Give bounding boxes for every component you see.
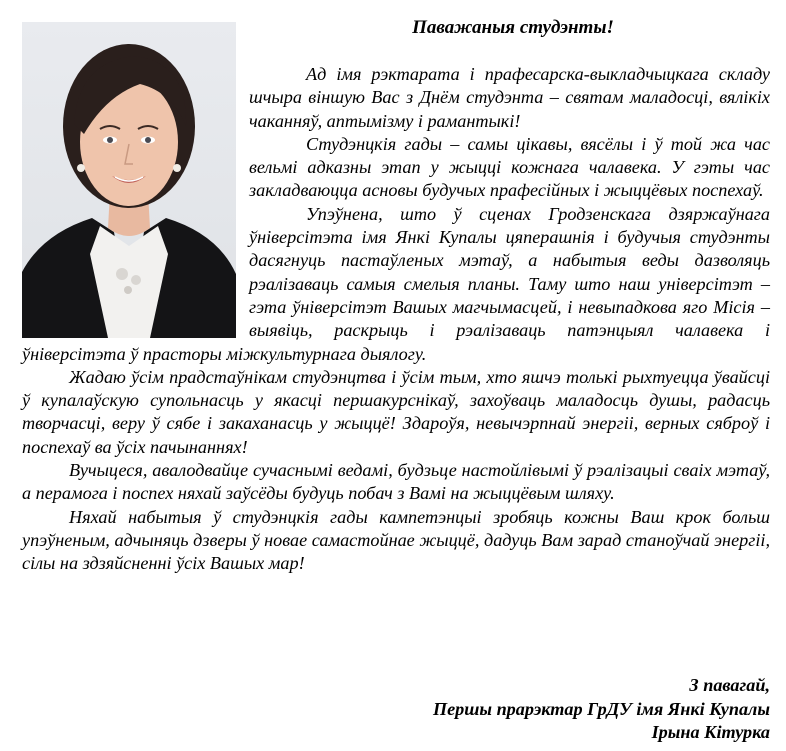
letter-paragraph: Упэўнена, што ў сценах Гродзенскага дзяржаўнага ўніверсітэта імя Янкі Купалы цяперашнія і будучыя студэнты дасягнуць пастаўленых мэтаў, а набытыя веды дазволяць рэалізаваць самыя смелыя планы. Таму што наш універсітэт – гэта ўніверсітэт Вашых магчымасцей, і невыпадкова яго Місія – выявіць, раскрыць і рэалізаваць патэнцыял чалавека і ўніверсітэта ў прасторы міжкультурнага дыялогу. [22, 203, 770, 364]
letter-body [22, 63, 770, 576]
letter-paragraph: Ад імя рэктарата і прафесарска-выкладчыцкага складу шчыра віншую Вас з Днём студэнта – святам маладосці, вялікіх чаканняў, аптымізму і рамантыкі! [249, 64, 770, 131]
letter-paragraph: Жадаю ўсім прадстаўнікам студэнцтва і ўсім тым, хто яшчэ толькі рыхтуецца ўвайсці ў купалаўскую супольнасць у якасці першакурснікаў, захоўваць маладосць душы, радасць творчасці, веру ў сябе і закаханасць у жыццё! Здароўя, невычэрпнай энергіі, верных сяброў і поспехаў ва ўсіх пачынаннях! [22, 366, 770, 457]
photo-spacer [22, 63, 249, 335]
letter-paragraph: Вучыцеся, авалодвайце сучаснымі ведамі, будзьце настойлівымі ў рэалізацыі сваіх мэтаў, а перамога і поспех няхай заўсёды будуць побач з Вамі на жыццёвым шляху. [22, 460, 770, 504]
letter-paragraph: Няхай набытыя ў студэнцкія гады кампетэнцыі зробяць кожны Ваш крок больш упэўненым, адчыняць дзверы ў новае самастойнае жыццё, дадуць Вам зарад станоўчай энергіі, сілы на здзяйсненні ўсіх Вашых мар! [22, 506, 770, 574]
signer-position: Першы прарэктар ГрДУ імя Янкі Купалы [432, 698, 770, 719]
letter-paragraph: Студэнцкія гады – самы цікавы, вясёлы і ў той жа час вельмі адказны этап у жыцці кожнага чалавека. У гэты час закладваюцца асновы будучых прафесійных і жыццёвых поспехаў. [249, 133, 770, 201]
signer-name: Ірына Кітурка [651, 722, 770, 742]
closing-regards: З павагай, [689, 675, 770, 695]
signature-block [433, 674, 770, 745]
greeting-title: Паважаныя студэнты! [412, 17, 614, 38]
